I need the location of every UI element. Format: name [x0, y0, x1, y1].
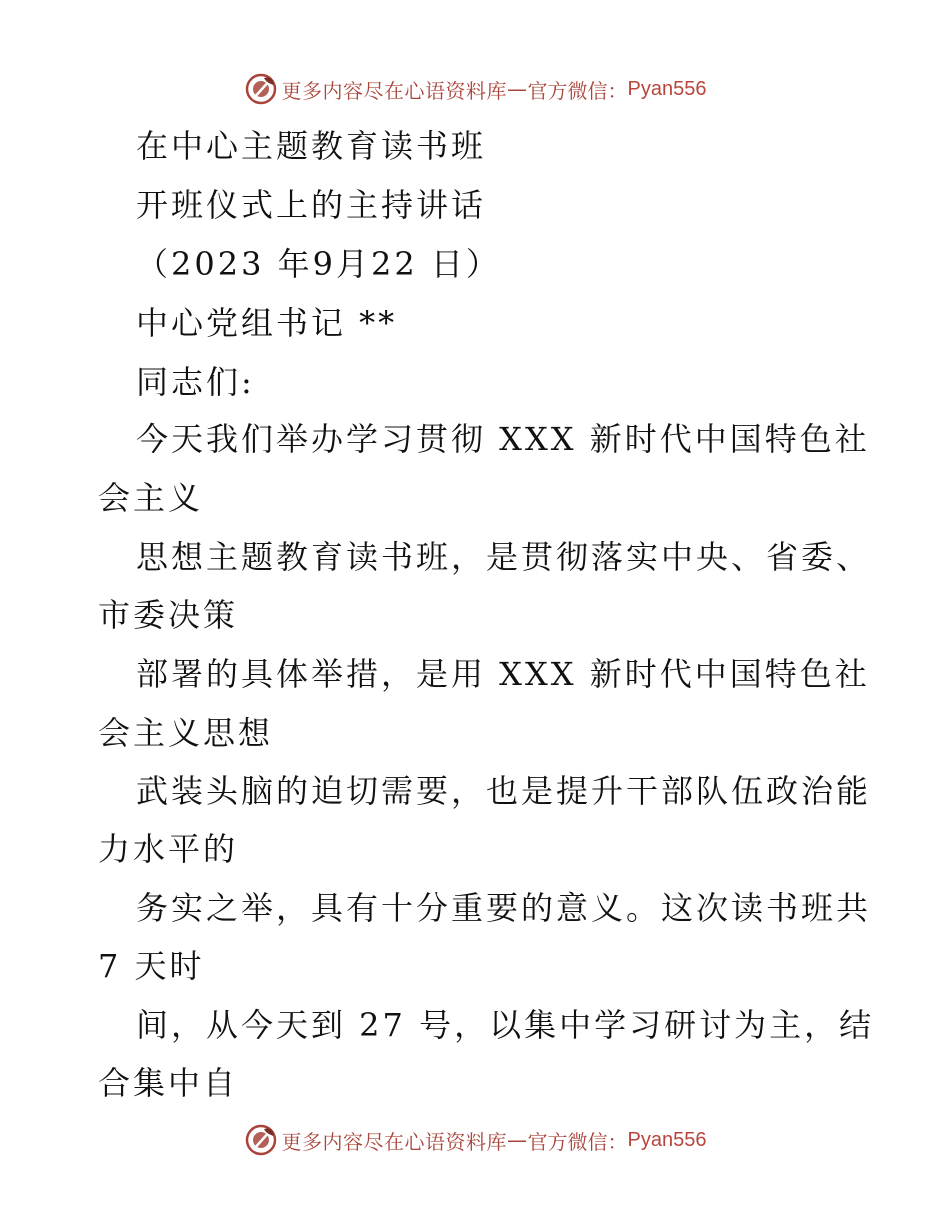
watermark-separator: — — [507, 1128, 528, 1152]
watermark-separator: — — [507, 77, 528, 101]
watermark-handle: Pyan556 — [627, 1128, 707, 1151]
body-line: 合集中自 — [98, 1064, 239, 1102]
title-line-1: 在中心主题教育读书班 — [136, 127, 487, 165]
body-line: 7 天时 — [98, 947, 205, 985]
body-line: 市委决策 — [98, 596, 239, 634]
body-line: 会主义 — [98, 479, 204, 517]
watermark-handle: Pyan556 — [627, 77, 707, 100]
body-line: 会主义思想 — [98, 714, 274, 752]
title-line-2: 开班仪式上的主持讲话 — [136, 186, 487, 224]
watermark-wechat-label: 官方微信： — [527, 78, 628, 103]
watermark-slogan: 更多内容尽在心语资料库 — [281, 78, 508, 103]
speaker-line: 中心党组书记 ** — [136, 304, 398, 342]
body-line: 部署的具体举措，是用 XXX 新时代中国特色社 — [136, 655, 870, 693]
body-line: 力水平的 — [98, 830, 239, 868]
watermark-wechat-label: 官方微信： — [527, 1129, 628, 1154]
salutation: 同志们: — [136, 363, 255, 401]
body-line: 间，从今天到 27 号，以集中学习研讨为主，结 — [136, 1006, 875, 1044]
body-line: 今天我们举办学习贯彻 XXX 新时代中国特色社 — [136, 420, 870, 458]
watermark-slogan: 更多内容尽在心语资料库 — [281, 1129, 508, 1154]
body-line: 武装头脑的迫切需要，也是提升干部队伍政治能 — [136, 772, 872, 810]
quill-seal-icon — [244, 1123, 278, 1157]
body-line: 思想主题教育读书班，是贯彻落实中央、省委、 — [136, 538, 872, 576]
watermark-banner-bottom — [0, 1120, 950, 1160]
body-line: 务实之举，具有十分重要的意义。这次读书班共 — [136, 889, 872, 927]
speech-date: （2023 年9月22 日） — [136, 245, 501, 283]
